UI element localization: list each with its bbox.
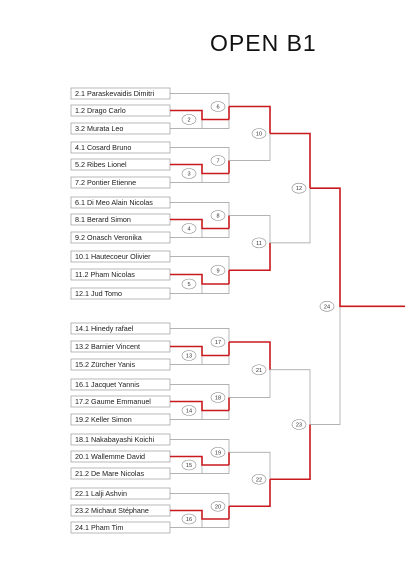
advance-line <box>229 240 270 270</box>
player-name: 17.2 Gaume Emmanuel <box>75 397 151 406</box>
advance-line <box>170 111 229 120</box>
advance-line <box>170 165 229 174</box>
match-number: 10 <box>255 131 263 138</box>
player-name: 12.1 Jud Tomo <box>75 289 123 298</box>
match-number: 4 <box>187 226 191 233</box>
match-number: 14 <box>185 408 193 415</box>
player-name: 24.1 Pham Tim <box>75 523 124 532</box>
match-number: 11 <box>256 240 262 247</box>
player-name: 22.1 Lalji Ashvin <box>75 489 127 498</box>
advance-line <box>229 479 270 506</box>
match-number: 24 <box>323 304 331 311</box>
player-name: 5.2 Ribes Lionel <box>75 160 127 169</box>
player-name: 8.1 Berard Simon <box>75 215 131 224</box>
player-name: 19.2 Keller Simon <box>75 415 132 424</box>
match-number: 9 <box>216 268 220 275</box>
match-number: 13 <box>185 353 193 360</box>
player-name: 20.1 Wallemme David <box>75 452 146 461</box>
advance-line <box>170 347 229 356</box>
player-name: 10.1 Hautecoeur Olivier <box>75 252 151 261</box>
player-name: 6.1 Di Meo Alain Nicolas <box>75 198 153 207</box>
player-name: 14.1 Hinedy rafael <box>75 324 134 333</box>
match-number: 15 <box>185 463 193 469</box>
match-number: 20 <box>214 504 222 511</box>
match-number: 6 <box>216 104 220 111</box>
match-number: 19 <box>214 450 222 457</box>
player-name: 9.2 Onasch Veronika <box>75 233 142 242</box>
advance-line <box>170 457 229 466</box>
match-number: 21 <box>255 367 263 374</box>
advance-line <box>170 275 229 285</box>
player-name: 1.2 Drago Carlo <box>75 106 126 115</box>
player-name: 4.1 Cosard Bruno <box>75 143 132 152</box>
player-name: 3.2 Murata Leo <box>75 124 124 133</box>
advance-line <box>270 422 310 480</box>
player-name: 18.1 Nakabayashi Koichi <box>75 435 155 444</box>
advance-line <box>229 342 270 370</box>
advance-line <box>170 220 229 229</box>
match-number: 12 <box>295 186 303 193</box>
player-name: 13.2 Barnier Vincent <box>75 342 140 351</box>
match-number: 8 <box>216 213 220 220</box>
match-number: 5 <box>187 282 191 288</box>
tournament-title: OPEN B1 <box>210 30 317 56</box>
match-number: 23 <box>295 422 303 429</box>
advance-line <box>310 188 405 306</box>
match-number: 18 <box>214 395 222 402</box>
player-name: 21.2 De Mare Nicolas <box>75 469 145 478</box>
match-number: 7 <box>216 158 220 165</box>
match-number: 17 <box>214 340 222 346</box>
advance-line <box>270 134 310 189</box>
player-name: 7.2 Pontier Etienne <box>75 178 137 187</box>
player-name: 11.2 Pham Nicolas <box>75 270 135 279</box>
match-number: 2 <box>187 117 191 124</box>
advance-line <box>170 511 229 520</box>
match-number: 22 <box>255 477 263 484</box>
player-name: 23.2 Michaut Stéphane <box>75 506 149 515</box>
player-name: 15.2 Zürcher Yanis <box>75 360 136 369</box>
player-name: 16.1 Jacquet Yannis <box>75 380 140 389</box>
match-number: 3 <box>187 171 191 178</box>
advance-line <box>229 107 270 134</box>
player-name: 2.1 Paraskevaidis Dimitri <box>75 89 155 98</box>
match-number: 16 <box>185 517 193 523</box>
advance-line <box>170 402 229 411</box>
